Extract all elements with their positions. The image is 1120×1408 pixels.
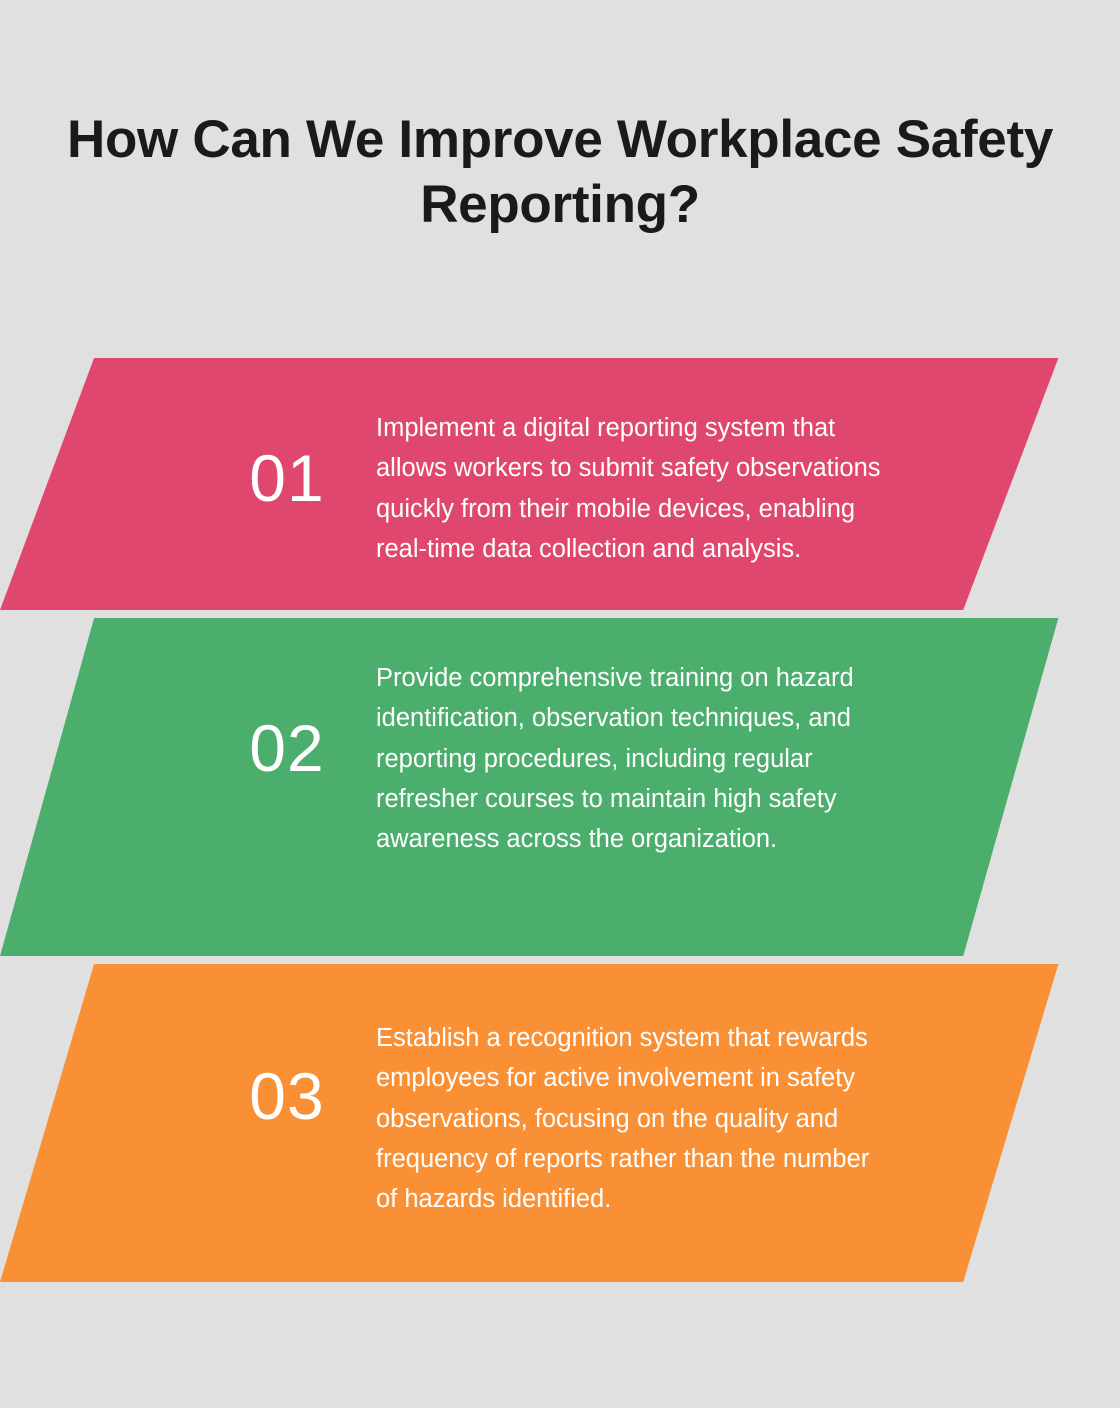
step-number: 01 xyxy=(249,441,325,515)
step-content-2 xyxy=(0,618,1120,956)
list-item xyxy=(0,358,1120,610)
step-content-1 xyxy=(0,358,1120,610)
list-item xyxy=(0,964,1120,1282)
step-description: Provide comprehensive training on hazard identification, observation techniques, and reporting procedures, including regular refresher courses to maintain high safety awareness across the organization. xyxy=(376,664,854,854)
steps-list xyxy=(0,358,1120,1290)
step-description: Establish a recognition system that rewards employees for active involvement in safety observations, focusing on the quality and frequency of reports rather than the number of hazards identified. xyxy=(376,1024,870,1214)
step-number: 03 xyxy=(249,1059,325,1133)
page-title: How Can We Improve Workplace Safety Reporting? xyxy=(67,110,1053,234)
step-description: Implement a digital reporting system that allows workers to submit safety observations quickly from their mobile devices, enabling real-time data collection and analysis. xyxy=(376,414,881,563)
step-content-3 xyxy=(0,964,1120,1282)
list-item xyxy=(0,618,1120,956)
step-number: 02 xyxy=(249,711,325,785)
